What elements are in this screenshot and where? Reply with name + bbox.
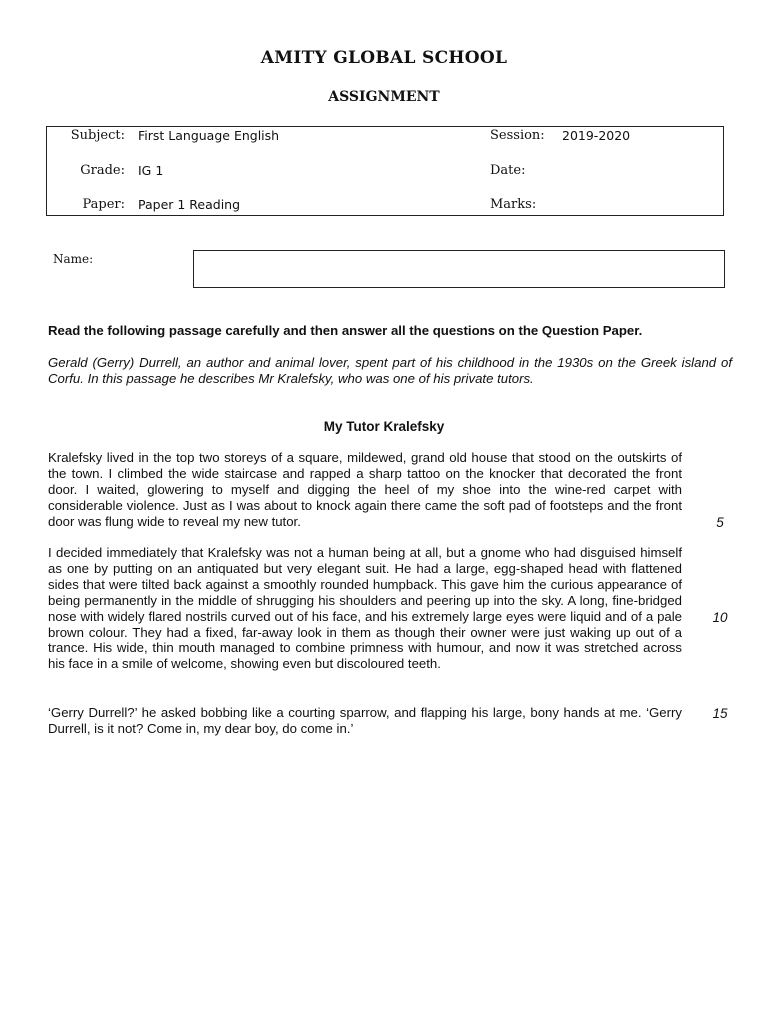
instruction-text: Read the following passage carefully and then answer all the questions on the Question Paper.	[48, 323, 643, 338]
subject-value: First Language English	[138, 128, 280, 143]
paper-label: Paper:	[82, 197, 125, 212]
name-label: Name:	[53, 252, 94, 266]
line-number-5: 5	[716, 515, 724, 530]
info-row-paper	[47, 197, 723, 217]
line-number-10: 10	[712, 610, 728, 625]
passage-intro: Gerald (Gerry) Durrell, an author and animal lover, spent part of his childhood in the 1930s on the Greek island of Corfu. In this passage he describes Mr Kralefsky, who was one of his private tutors.	[48, 355, 732, 386]
info-table	[46, 126, 724, 216]
paper-value: Paper 1 Reading	[138, 197, 241, 212]
school-title: AMITY GLOBAL SCHOOL	[260, 48, 508, 68]
name-field[interactable]	[193, 250, 725, 288]
grade-value: IG 1	[138, 163, 164, 178]
session-label: Session:	[490, 128, 545, 143]
marks-label: Marks:	[490, 197, 537, 212]
info-row-subject	[47, 128, 723, 148]
passage-paragraph-2: I decided immediately that Kralefsky was not a human being at all, but a gnome who had disguised himself as one by putting on an antiquated but very elegant suit. He had a large, egg-shaped head with flattened sides that were tilted back against a smoothly rounded humpback. This gave him the curious appearance of being permanently in the middle of shrugging his shoulders and peering up into the sky. A long, fine-bridged nose with widely flared nostrils curved out of his face, and his extremely large eyes were liquid and of a pale brown colour. They had a fixed, far-away look in them as though their owner were just waking up out of a trance. His wide, thin mouth managed to combine primness with humour, and now it was stretched across his face in a smile of welcome, showing even but discoloured teeth.	[48, 545, 682, 672]
passage-paragraph-1: Kralefsky lived in the top two storeys of a square, mildewed, grand old house that stood on the outskirts of the town. I climbed the wide staircase and rapped a sharp tattoo on the knocker that decorated the front door. I waited, glowering to myself and digging the heel of my shoe into the wine-red carpet with considerable violence. Just as I was about to knock again there came the soft pad of footsteps and the front door was flung wide to reveal my new tutor.	[48, 450, 682, 529]
info-row-grade	[47, 163, 723, 183]
passage-title: My Tutor Kralefsky	[323, 419, 445, 434]
assignment-title: ASSIGNMENT	[328, 89, 440, 105]
line-number-15: 15	[712, 706, 728, 721]
grade-label: Grade:	[80, 163, 125, 178]
subject-label: Subject:	[70, 128, 125, 143]
passage-paragraph-3: ‘Gerry Durrell?’ he asked bobbing like a courting sparrow, and flapping his large, bony hands at me. ‘Gerry Durrell, is it not? Come in, my dear boy, do come in.’	[48, 705, 682, 736]
session-value: 2019-2020	[562, 128, 631, 143]
date-label: Date:	[490, 163, 526, 178]
